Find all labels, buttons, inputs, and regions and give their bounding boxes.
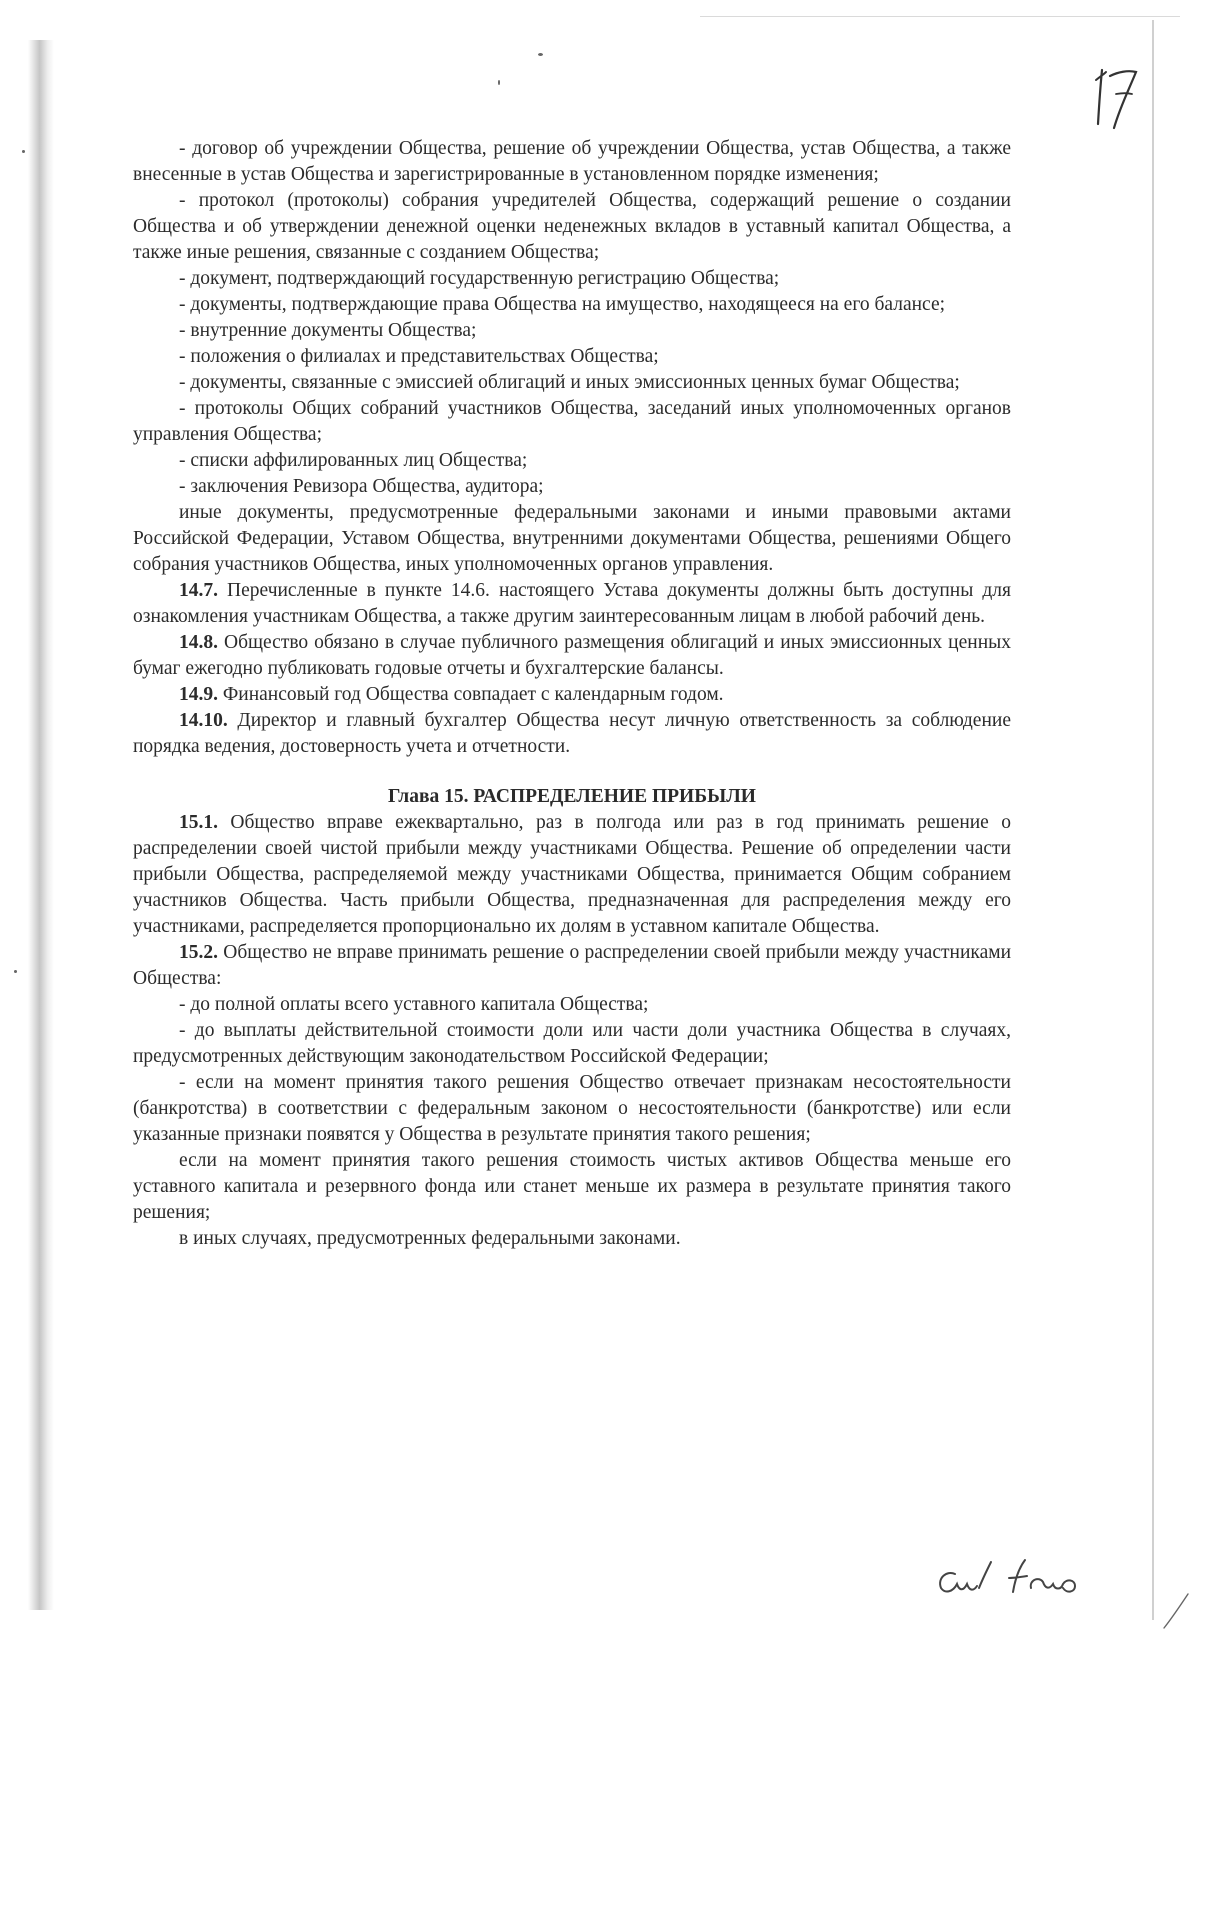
scan-speck [538,53,543,56]
scan-speck [498,80,500,85]
clause-text: Общество обязано в случае публичного размещения облигаций и иных эмиссионных ценных бумаг ежегодно публиковать годовые отчеты и бухгалтерские балансы. [133,632,1011,679]
scan-speck [22,150,25,153]
clause-text: Директор и главный бухгалтер Общества несут личную ответственность за соблюдение порядка ведения, достоверность учета и отчетности. [133,710,1011,757]
handwritten-initials-signature [935,1548,1095,1608]
list-item: - документ, подтверждающий государственную регистрацию Общества; [179,268,780,289]
clause-text: Перечисленные в пункте 14.6. настоящего Устава документы должны быть доступны для ознакомления участникам Общества, а также другим заинтересованным лицам в любой рабочий день. [133,580,1011,627]
list-item: - документы, подтверждающие права Общества на имущество, находящееся на его балансе; [179,294,946,315]
clause-14-8 [133,630,1011,682]
list-item: если на момент принятия такого решения стоимость чистых активов Общества меньше его уставного капитала и резервного фонда или станет меньше их размера в результате принятия такого решения; [133,1150,1011,1223]
list-item: - если на момент принятия такого решения Общество отвечает признакам несостоятельности (банкротства) в соответствии с федеральным законом о несостоятельности (банкротстве) или если указанные признаки появятся у Общества в результате принятия такого решения; [133,1072,1011,1145]
clause-number: 14.10. [179,710,228,731]
scan-edge-right [1152,20,1154,1620]
clause-text: Общество вправе ежеквартально, раз в полгода или раз в год принимать решение о распределении своей чистой прибыли между участниками Общества. Решение об определении части прибыли Общества, распределяемой между участниками Общества, принимается Общим собранием участников Общества. Часть прибыли Общества, предназначенная для распределения между его участниками, распределяется пропорционально их долям в уставном капитале Общества. [133,812,1011,937]
clause-number: 14.9. [179,684,218,705]
document-body [133,136,1011,1252]
clause-text: Финансовый год Общества совпадает с календарным годом. [218,684,724,705]
list-item: - до полной оплаты всего уставного капитала Общества; [179,994,649,1015]
clause-14-7 [133,578,1011,630]
clause-15-1 [133,810,1011,940]
clause-number: 15.1. [179,812,218,833]
scan-speck [14,970,17,973]
scan-corner-mark [1160,1590,1190,1630]
list-item: - списки аффилированных лиц Общества; [179,450,528,471]
list-item: - заключения Ревизора Общества, аудитора; [179,476,544,497]
list-item: - положения о филиалах и представительствах Общества; [179,346,659,367]
clause-number: 15.2. [179,942,218,963]
clause-text: Общество не вправе принимать решение о распределении своей прибыли между участниками Общества: [133,942,1011,989]
list-item: - до выплаты действительной стоимости доли или части доли участника Общества в случаях, предусмотренных действующим законодательством Российской Федерации; [133,1020,1011,1067]
handwritten-page-number [1088,62,1148,132]
chapter-title: Глава 15. РАСПРЕДЕЛЕНИЕ ПРИБЫЛИ [388,786,756,807]
list-item: иные документы, предусмотренные федеральными законами и иными правовыми актами Российской Федерации, Уставом Общества, внутренними документами Общества, решениями Общего собрания участников Общества, иных уполномоченных органов управления. [133,502,1011,575]
list-item: - протокол (протоколы) собрания учредителей Общества, содержащий решение о создании Общества и об утверждении денежной оценки неденежных вкладов в уставный капитал Общества, а также иные решения, связанные с созданием Общества; [133,190,1011,263]
scan-shadow-left [28,40,54,1610]
clause-14-10 [133,708,1011,760]
clause-14-9 [133,682,1011,708]
clause-15-2 [133,940,1011,992]
list-item: - протоколы Общих собраний участников Общества, заседаний иных уполномоченных органов управления Общества; [133,398,1011,445]
clause-number: 14.8. [179,632,218,653]
list-item: в иных случаях, предусмотренных федеральными законами. [179,1228,681,1249]
list-item: - внутренние документы Общества; [179,320,477,341]
clause-number: 14.7. [179,580,218,601]
list-item: - договор об учреждении Общества, решение об учреждении Общества, устав Общества, а также внесенные в устав Общества и зарегистрированные в установленном порядке изменения; [133,138,1011,185]
scan-edge-top [700,16,1180,17]
list-item: - документы, связанные с эмиссией облигаций и иных эмиссионных ценных бумаг Общества; [179,372,960,393]
